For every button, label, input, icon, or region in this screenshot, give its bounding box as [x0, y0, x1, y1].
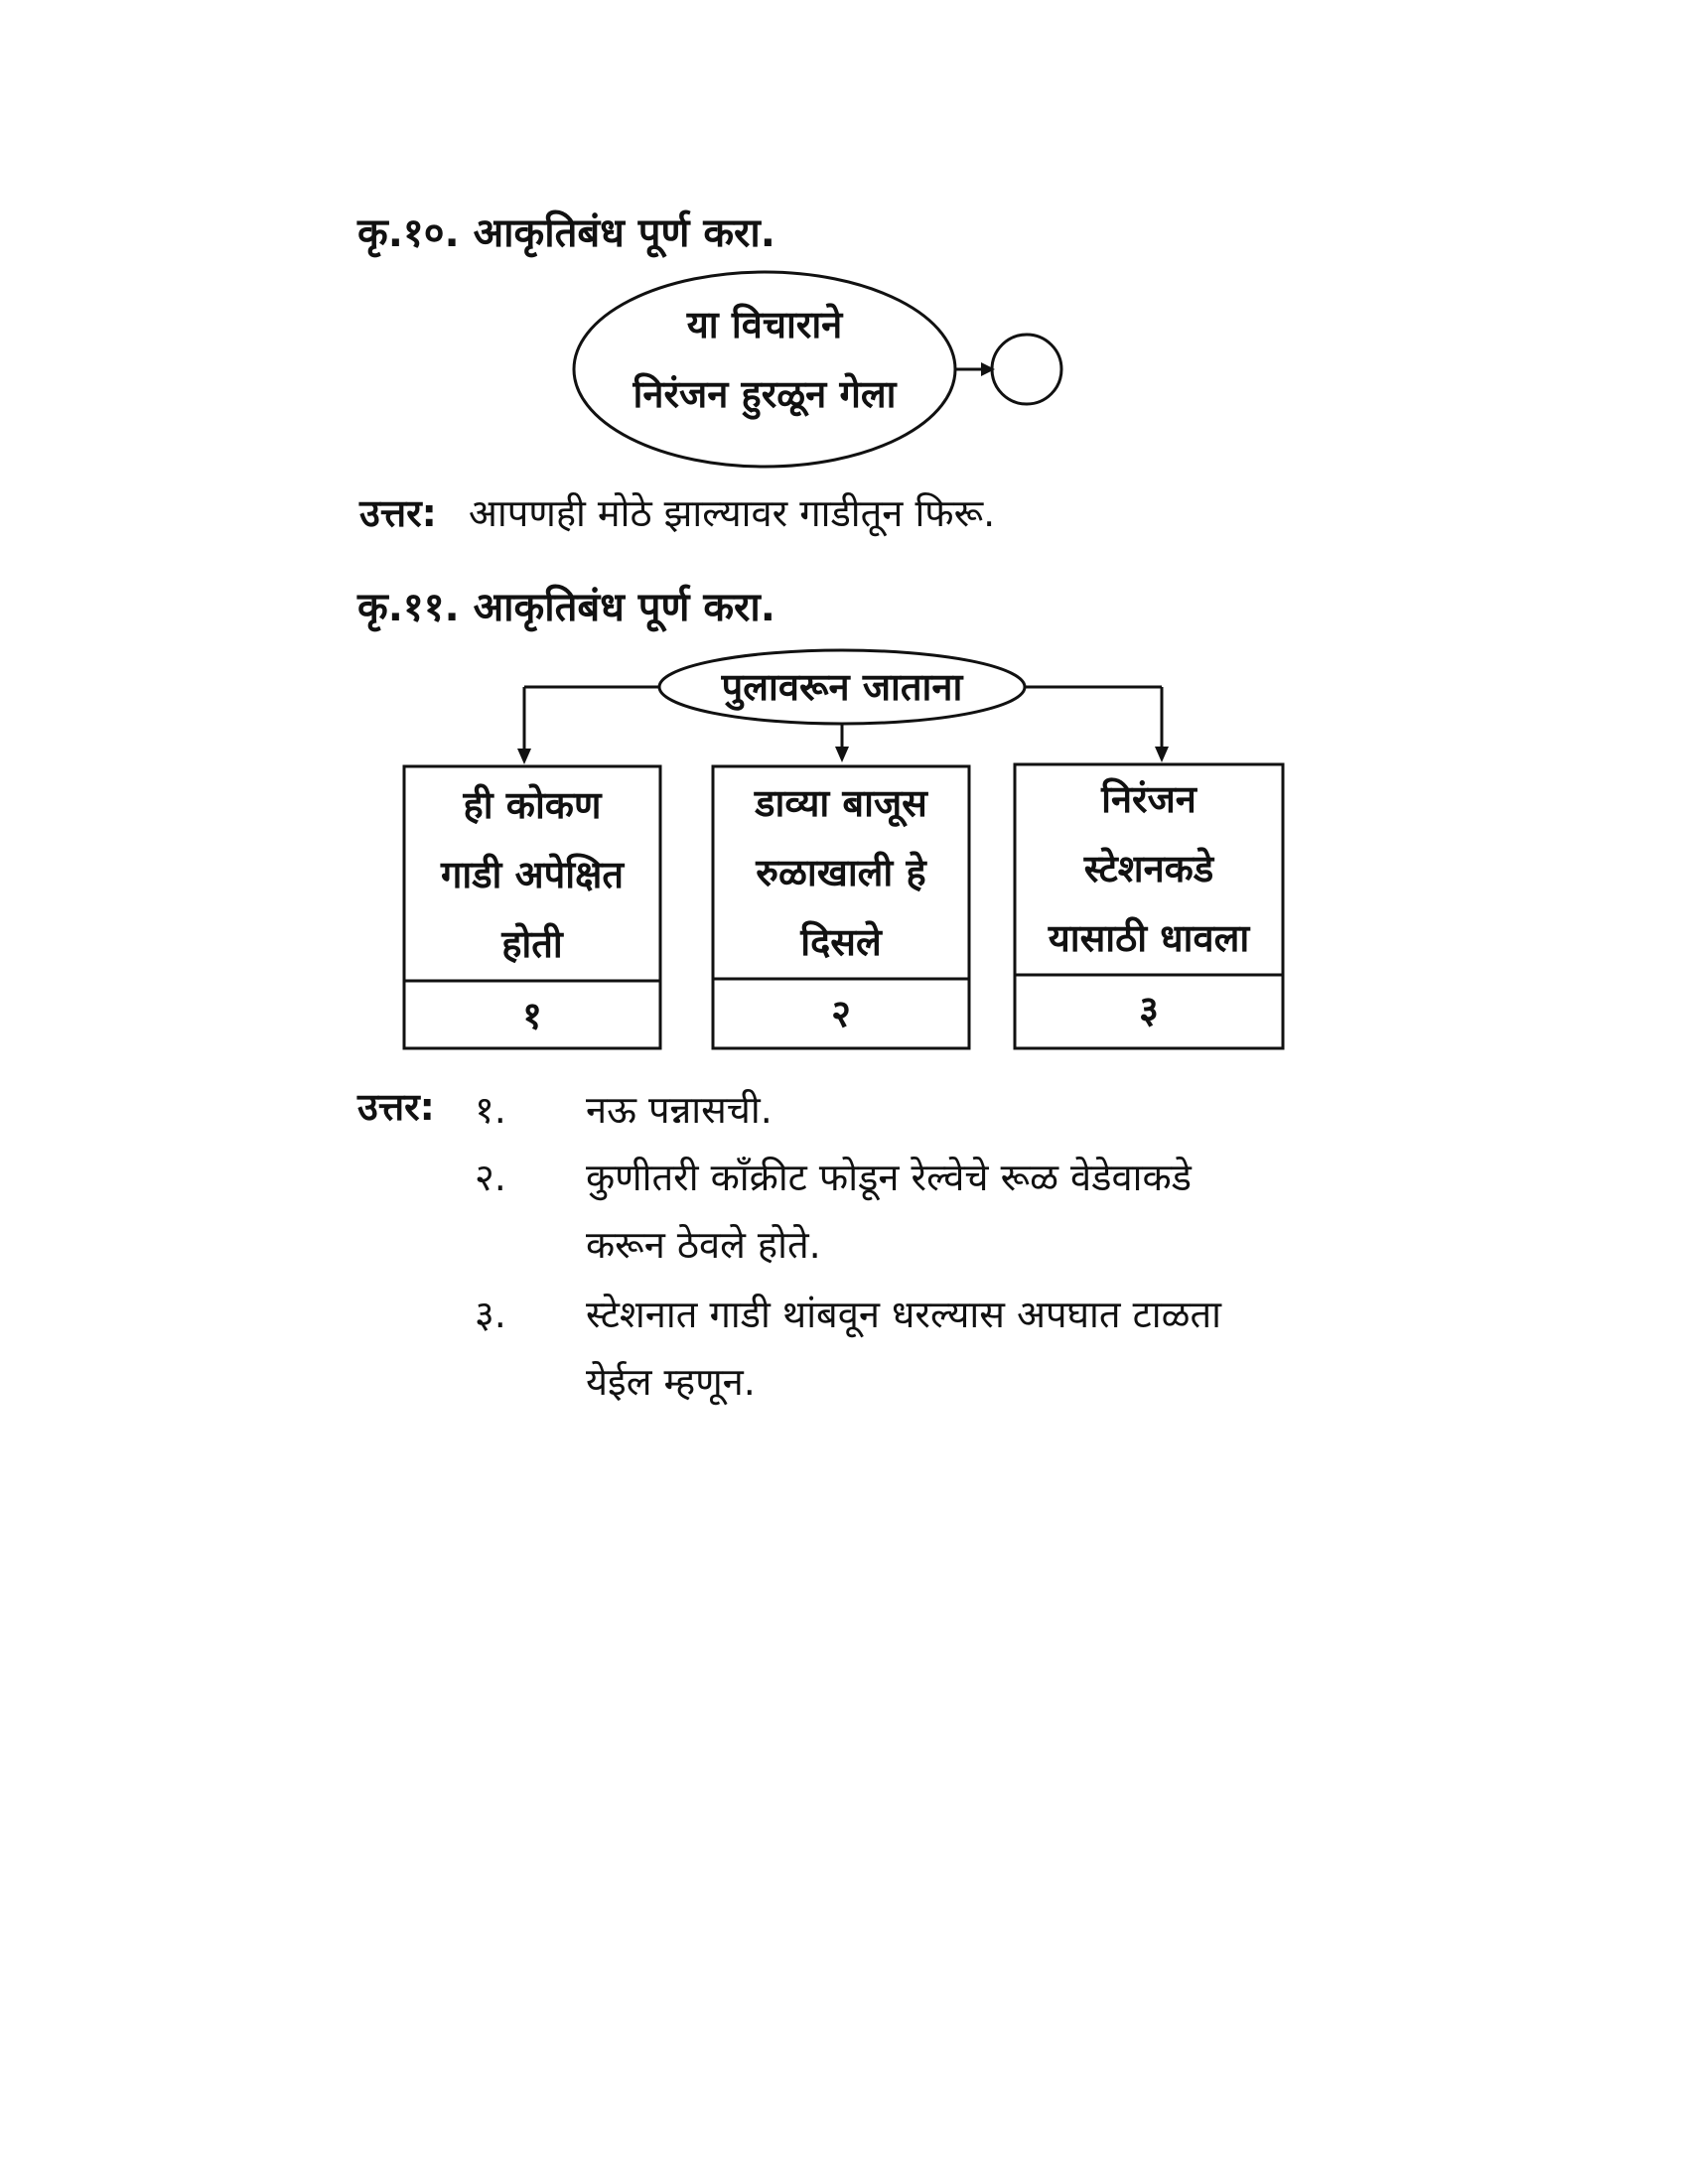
q11-box-2-line3: दिसले — [800, 920, 882, 964]
q11-answer-2-line1: कुणीतरी काँक्रीट फोडून रेल्वेचे रूळ वेडेवाकडे — [586, 1156, 1192, 1199]
q10-oval-line2: निरंजन हुरळून गेला — [633, 372, 897, 416]
q11-box-1-line2: गाडी अपेक्षित — [440, 853, 624, 896]
q11-answer-1-line1: नऊ पन्नासची. — [586, 1088, 773, 1132]
q10-oval-line1: या विचाराने — [686, 303, 843, 346]
q11-answer-3-line1: स्टेशनात गाडी थांबवून धरल्यास अपघात टाळता — [586, 1293, 1222, 1336]
q11-box-3-line1: निरंजन — [1101, 777, 1196, 821]
q11-heading: कृ.११. आकृतिबंध पूर्ण करा. — [357, 585, 775, 630]
q10-heading: कृ.१०. आकृतिबंध पूर्ण करा. — [357, 210, 775, 256]
q11-answer-label: उत्तर: — [357, 1085, 435, 1129]
q10-answer-text: आपणही मोठे झाल्यावर गाडीतून फिरू. — [468, 491, 996, 535]
q11-answer-2-num: २. — [475, 1156, 506, 1199]
q11-answer-1-num: १. — [475, 1088, 506, 1132]
q11-answer-2-line2: करून ठेवले होते. — [586, 1223, 821, 1267]
q11-box-3-line2: स्टेशनकडे — [1083, 847, 1214, 890]
q11-box-1-line3: होती — [501, 922, 563, 966]
q11-oval-label: पुलावरून जाताना — [721, 665, 963, 709]
q11-box-2-number: २ — [831, 992, 851, 1035]
q10-answer-label: उत्तर: — [359, 491, 437, 535]
q11-box-1-number: १ — [522, 994, 542, 1037]
q11-answer-3-num: ३. — [475, 1293, 506, 1336]
q11-box-1-line1: ही कोकण — [463, 783, 602, 827]
q11-answer-3-line2: येईल म्हणून. — [586, 1360, 756, 1404]
q11-arrow-left — [517, 749, 531, 764]
q11-box-2-line2: रुळाखाली हे — [756, 851, 926, 894]
q11-box-3-number: ३ — [1139, 988, 1159, 1031]
q11-box-2-line1: डाव्या बाजूस — [755, 781, 927, 825]
q10-answer — [359, 486, 995, 538]
q11-arrow-mid — [835, 747, 849, 762]
q11-arrow-right — [1155, 747, 1169, 762]
q11-box-3-line3: यासाठी धावला — [1048, 916, 1250, 960]
q10-answer-circle — [992, 335, 1061, 404]
